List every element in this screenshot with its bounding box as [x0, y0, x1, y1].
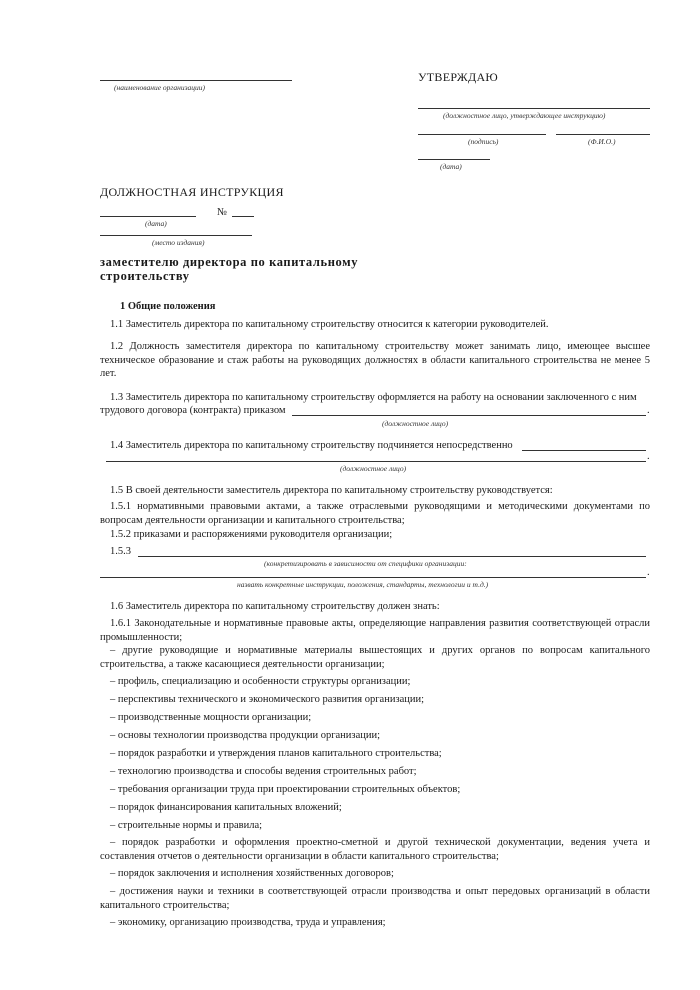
- paragraph-1-2: [100, 340, 650, 381]
- paragraph-1-5-1-text: 1.5.1 нормативными правовыми актами, а также отраслевыми руководящими и методическими документами по вопросам деятельности организации и капитального строительства;: [100, 501, 650, 526]
- list-item: [100, 644, 650, 671]
- list-item: – перспективы технического и экономического развития организации;: [110, 694, 425, 705]
- paragraph-1-2-text: 1.2 Должность заместителя директора по капитальному строительству может занимать лицо, имеющее высшее техническое образование и стаж работы на руководящих должностях в области капитального строительства не менее 5 лет.: [100, 341, 650, 379]
- fio-line: [556, 134, 650, 135]
- organization-name-caption: (наименование организации): [114, 83, 206, 92]
- list-item: – основы технологии производства продукции организации;: [110, 730, 381, 741]
- paragraph-1-4-period: .: [647, 451, 650, 462]
- paragraph-1-5: 1.5 В своей деятельности заместитель директора по капитальному строительству руководствуется:: [110, 485, 553, 496]
- list-item: – производственные мощности организации;: [110, 712, 312, 723]
- paragraph-1-3-caption: (должностное лицо): [382, 419, 449, 428]
- list-item: – экономику, организацию производства, труда и управления;: [110, 917, 386, 928]
- paragraph-1-4-blank: [522, 450, 646, 451]
- signature-line: [418, 134, 546, 135]
- approver-position-line: [418, 108, 650, 109]
- list-item: – порядок заключения и исполнения хозяйственных договоров;: [110, 868, 394, 879]
- doc-number-label: №: [217, 207, 228, 218]
- list-item: – профиль, специализацию и особенности структуры организации;: [110, 676, 411, 687]
- paragraph-1-5-1: [100, 500, 650, 527]
- paragraph-1-6: 1.6 Заместитель директора по капитальному строительству должен знать:: [110, 601, 440, 612]
- paragraph-1-4: 1.4 Заместитель директора по капитальному строительству подчиняется непосредственно: [110, 440, 513, 451]
- list-item-text: – достижения науки и техники в соответствующей отрасли производства и опыт передовых организаций в области капитального строительства;: [100, 886, 650, 911]
- document-title-line2: строительству: [100, 269, 190, 283]
- list-item: [100, 885, 650, 912]
- fio-caption: (Ф.И.О.): [588, 137, 616, 146]
- paragraph-1-5-2: 1.5.2 приказами и распоряжениями руководителя организации;: [110, 529, 393, 540]
- paragraph-1-5-3: 1.5.3: [110, 546, 131, 557]
- paragraph-1-5-3-blank: [138, 556, 646, 557]
- list-item-text: – другие руководящие и нормативные материалы вышестоящих и других органов по вопросам капитального строительства, а также касающиеся деятельности организации;: [100, 645, 650, 670]
- doc-date-line: [100, 216, 196, 217]
- paragraph-1-5-3-blank2: [100, 577, 646, 578]
- document-title-line1: заместителю директора по капитальному: [100, 255, 359, 269]
- paragraph-1-1: 1.1 Заместитель директора по капитальному строительству относится к категории руководителей.: [110, 319, 549, 330]
- list-item-text: – порядок разработки и оформления проектно-сметной и другой технической документации, ведения учета и составления отчетов о деятельности организации в области капитального строительства;: [100, 837, 650, 862]
- paragraph-1-5-3-caption2: назвать конкретные инструкции, положения, стандарты, технологии и т.д.): [237, 580, 489, 589]
- approval-date-caption: (дата): [440, 162, 462, 171]
- approve-label: УТВЕРЖДАЮ: [418, 70, 499, 84]
- document-title: [100, 255, 358, 283]
- paragraph-1-6-1-text: 1.6.1 Законодательные и нормативные правовые акты, определяющие направления развития соответствующей отрасли промышленности;: [100, 618, 650, 643]
- approval-date-line: [418, 159, 490, 160]
- organization-name-line: [100, 80, 292, 81]
- place-line: [100, 235, 252, 236]
- list-item: – технологию производства и способы ведения строительных работ;: [110, 766, 417, 777]
- paragraph-1-4-caption: (должностное лицо): [340, 464, 407, 473]
- paragraph-1-3-period: .: [647, 405, 650, 416]
- list-item: – строительные нормы и правила;: [110, 820, 263, 831]
- paragraph-1-3-line1: 1.3 Заместитель директора по капитальному строительству оформляется на работу на основании заключенного с ним: [110, 392, 637, 403]
- place-caption: (место издания): [152, 238, 205, 247]
- paragraph-1-6-1: [100, 617, 650, 644]
- paragraph-1-5-3-period: .: [647, 567, 650, 578]
- list-item: – требования организации труда при проектировании строительных объектов;: [110, 784, 461, 795]
- paragraph-1-5-3-caption: (конкретизировать в зависимости от специфики организации:: [264, 559, 467, 568]
- signature-caption: (подпись): [468, 137, 499, 146]
- list-item: – порядок разработки и утверждения планов капитального строительства;: [110, 748, 442, 759]
- list-item: [100, 836, 650, 863]
- doc-number-line: [232, 216, 254, 217]
- section-heading: 1 Общие положения: [120, 301, 216, 312]
- paragraph-1-3-line2: трудового договора (контракта) приказом: [100, 405, 286, 416]
- document-type: ДОЛЖНОСТНАЯ ИНСТРУКЦИЯ: [100, 185, 284, 199]
- paragraph-1-3-blank: [292, 415, 646, 416]
- paragraph-1-4-blank2: [106, 461, 646, 462]
- approver-position-caption: (должностное лицо, утверждающее инструкцию): [443, 111, 606, 120]
- list-item: – порядок финансирования капитальных вложений;: [110, 802, 342, 813]
- doc-date-caption: (дата): [145, 219, 167, 228]
